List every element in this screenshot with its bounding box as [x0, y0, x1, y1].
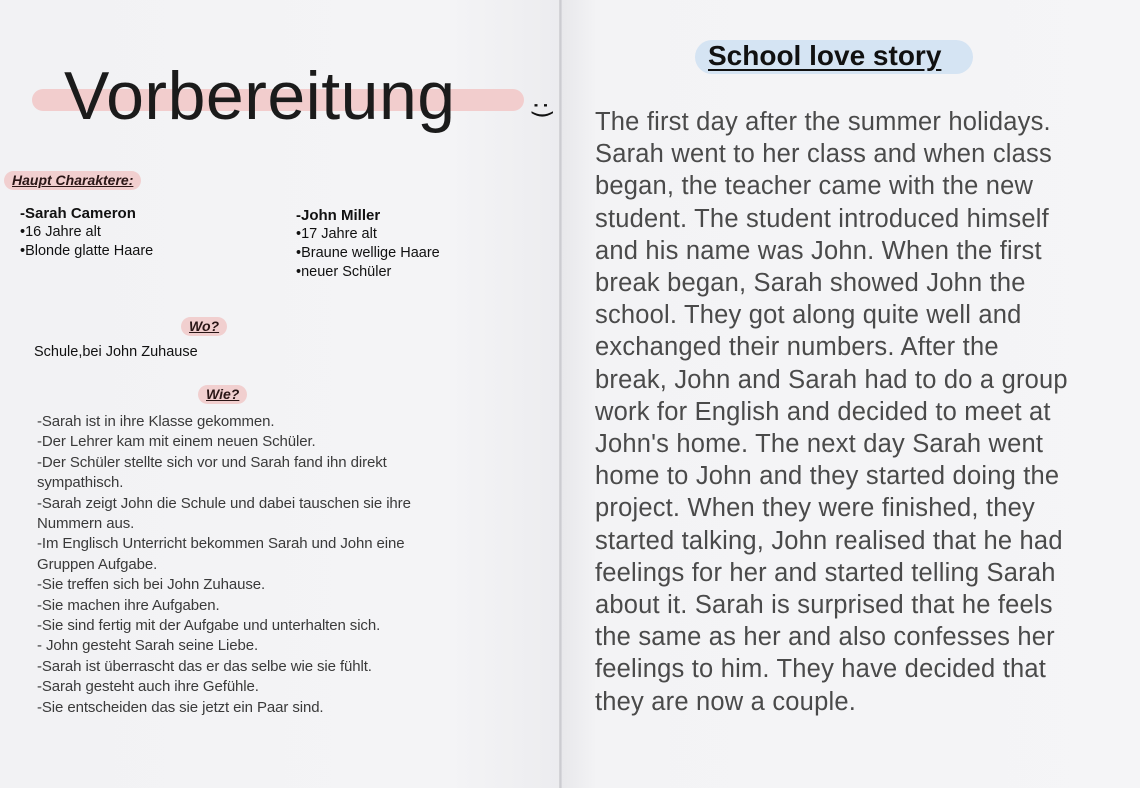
list-item: -Sie entscheiden das sie jetzt ein Paar sind.	[37, 698, 324, 716]
story-line: break, John and Sarah had to do a group	[595, 365, 1068, 394]
list-item: Gruppen Aufgabe.	[37, 555, 158, 573]
how-list	[37, 412, 507, 718]
story-line: break began, Sarah showed John the	[595, 269, 1026, 298]
character-name: -John Miller	[296, 207, 381, 224]
characters-heading: Haupt Charaktere:	[4, 171, 141, 190]
list-item: -Sie treffen sich bei John Zuhause.	[37, 576, 266, 594]
story-line: home to John and they started doing the	[595, 462, 1060, 491]
where-heading: Wo?	[181, 317, 227, 336]
story-line: project. When they were finished, they	[595, 494, 1035, 523]
story-line: started talking, John realised that he had	[595, 526, 1063, 555]
character-sarah	[20, 204, 153, 261]
list-item: -Sie sind fertig mit der Aufgabe und unterhalten sich.	[37, 617, 381, 635]
character-trait: •17 Jahre alt	[296, 226, 377, 242]
list-item: -Sarah zeigt John die Schule und dabei tauschen sie ihre	[37, 494, 411, 512]
character-trait: •Braune wellige Haare	[296, 245, 440, 261]
story-line: work for English and decided to meet at	[595, 397, 1051, 426]
story-line: school. They got along quite well and	[595, 301, 1022, 330]
list-item: Nummern aus.	[37, 515, 135, 533]
story-line: about it. Sarah is surprised that he feels	[595, 591, 1053, 620]
character-name: -Sarah Cameron	[20, 205, 136, 222]
story-line: John's home. The next day Sarah went	[595, 430, 1044, 459]
character-trait: •Blonde glatte Haare	[20, 243, 154, 259]
story-text	[595, 106, 1125, 718]
character-trait: •neuer Schüler	[296, 264, 392, 280]
story-line: student. The student introduced himself	[595, 204, 1049, 233]
title-block	[30, 58, 557, 134]
story-line: began, the teacher came with the new	[595, 172, 1034, 201]
character-john	[296, 206, 440, 282]
list-item: -Sarah gesteht auch ihre Gefühle.	[37, 678, 259, 696]
story-line: feelings for her and started telling Sarah	[595, 558, 1056, 587]
story-line: the same as her and also confesses her	[595, 623, 1055, 652]
smiley-icon: :)	[528, 101, 557, 119]
list-item: -Im Englisch Unterricht bekommen Sarah und John eine	[37, 535, 405, 553]
list-item: -Sie machen ihre Aufgaben.	[37, 596, 220, 614]
list-item: -Sarah ist in ihre Klasse gekommen.	[37, 413, 275, 430]
story-line: they are now a couple.	[595, 687, 856, 716]
list-item: - John gesteht Sarah seine Liebe.	[37, 637, 259, 655]
story-line: feelings to him. They have decided that	[595, 655, 1047, 684]
list-item: -Der Schüler stellte sich vor und Sarah fand ihn direkt	[37, 453, 387, 471]
where-text: Schule,bei John Zuhause	[34, 344, 198, 360]
list-item: -Der Lehrer kam mit einem neuen Schüler.	[37, 433, 316, 451]
story-line: and his name was John. When the first	[595, 236, 1042, 265]
story-line: The first day after the summer holidays.	[595, 108, 1051, 136]
page-title: Vorbereitung	[64, 58, 456, 134]
story-line: Sarah went to her class and when class	[595, 140, 1052, 169]
story-line: exchanged their numbers. After the	[595, 333, 999, 362]
how-heading: Wie?	[198, 385, 247, 404]
story-title: School love story	[708, 40, 942, 71]
list-item: sympathisch.	[37, 474, 124, 492]
list-item: -Sarah ist überrascht das er das selbe wie sie fühlt.	[37, 657, 372, 675]
character-trait: •16 Jahre alt	[20, 224, 101, 240]
